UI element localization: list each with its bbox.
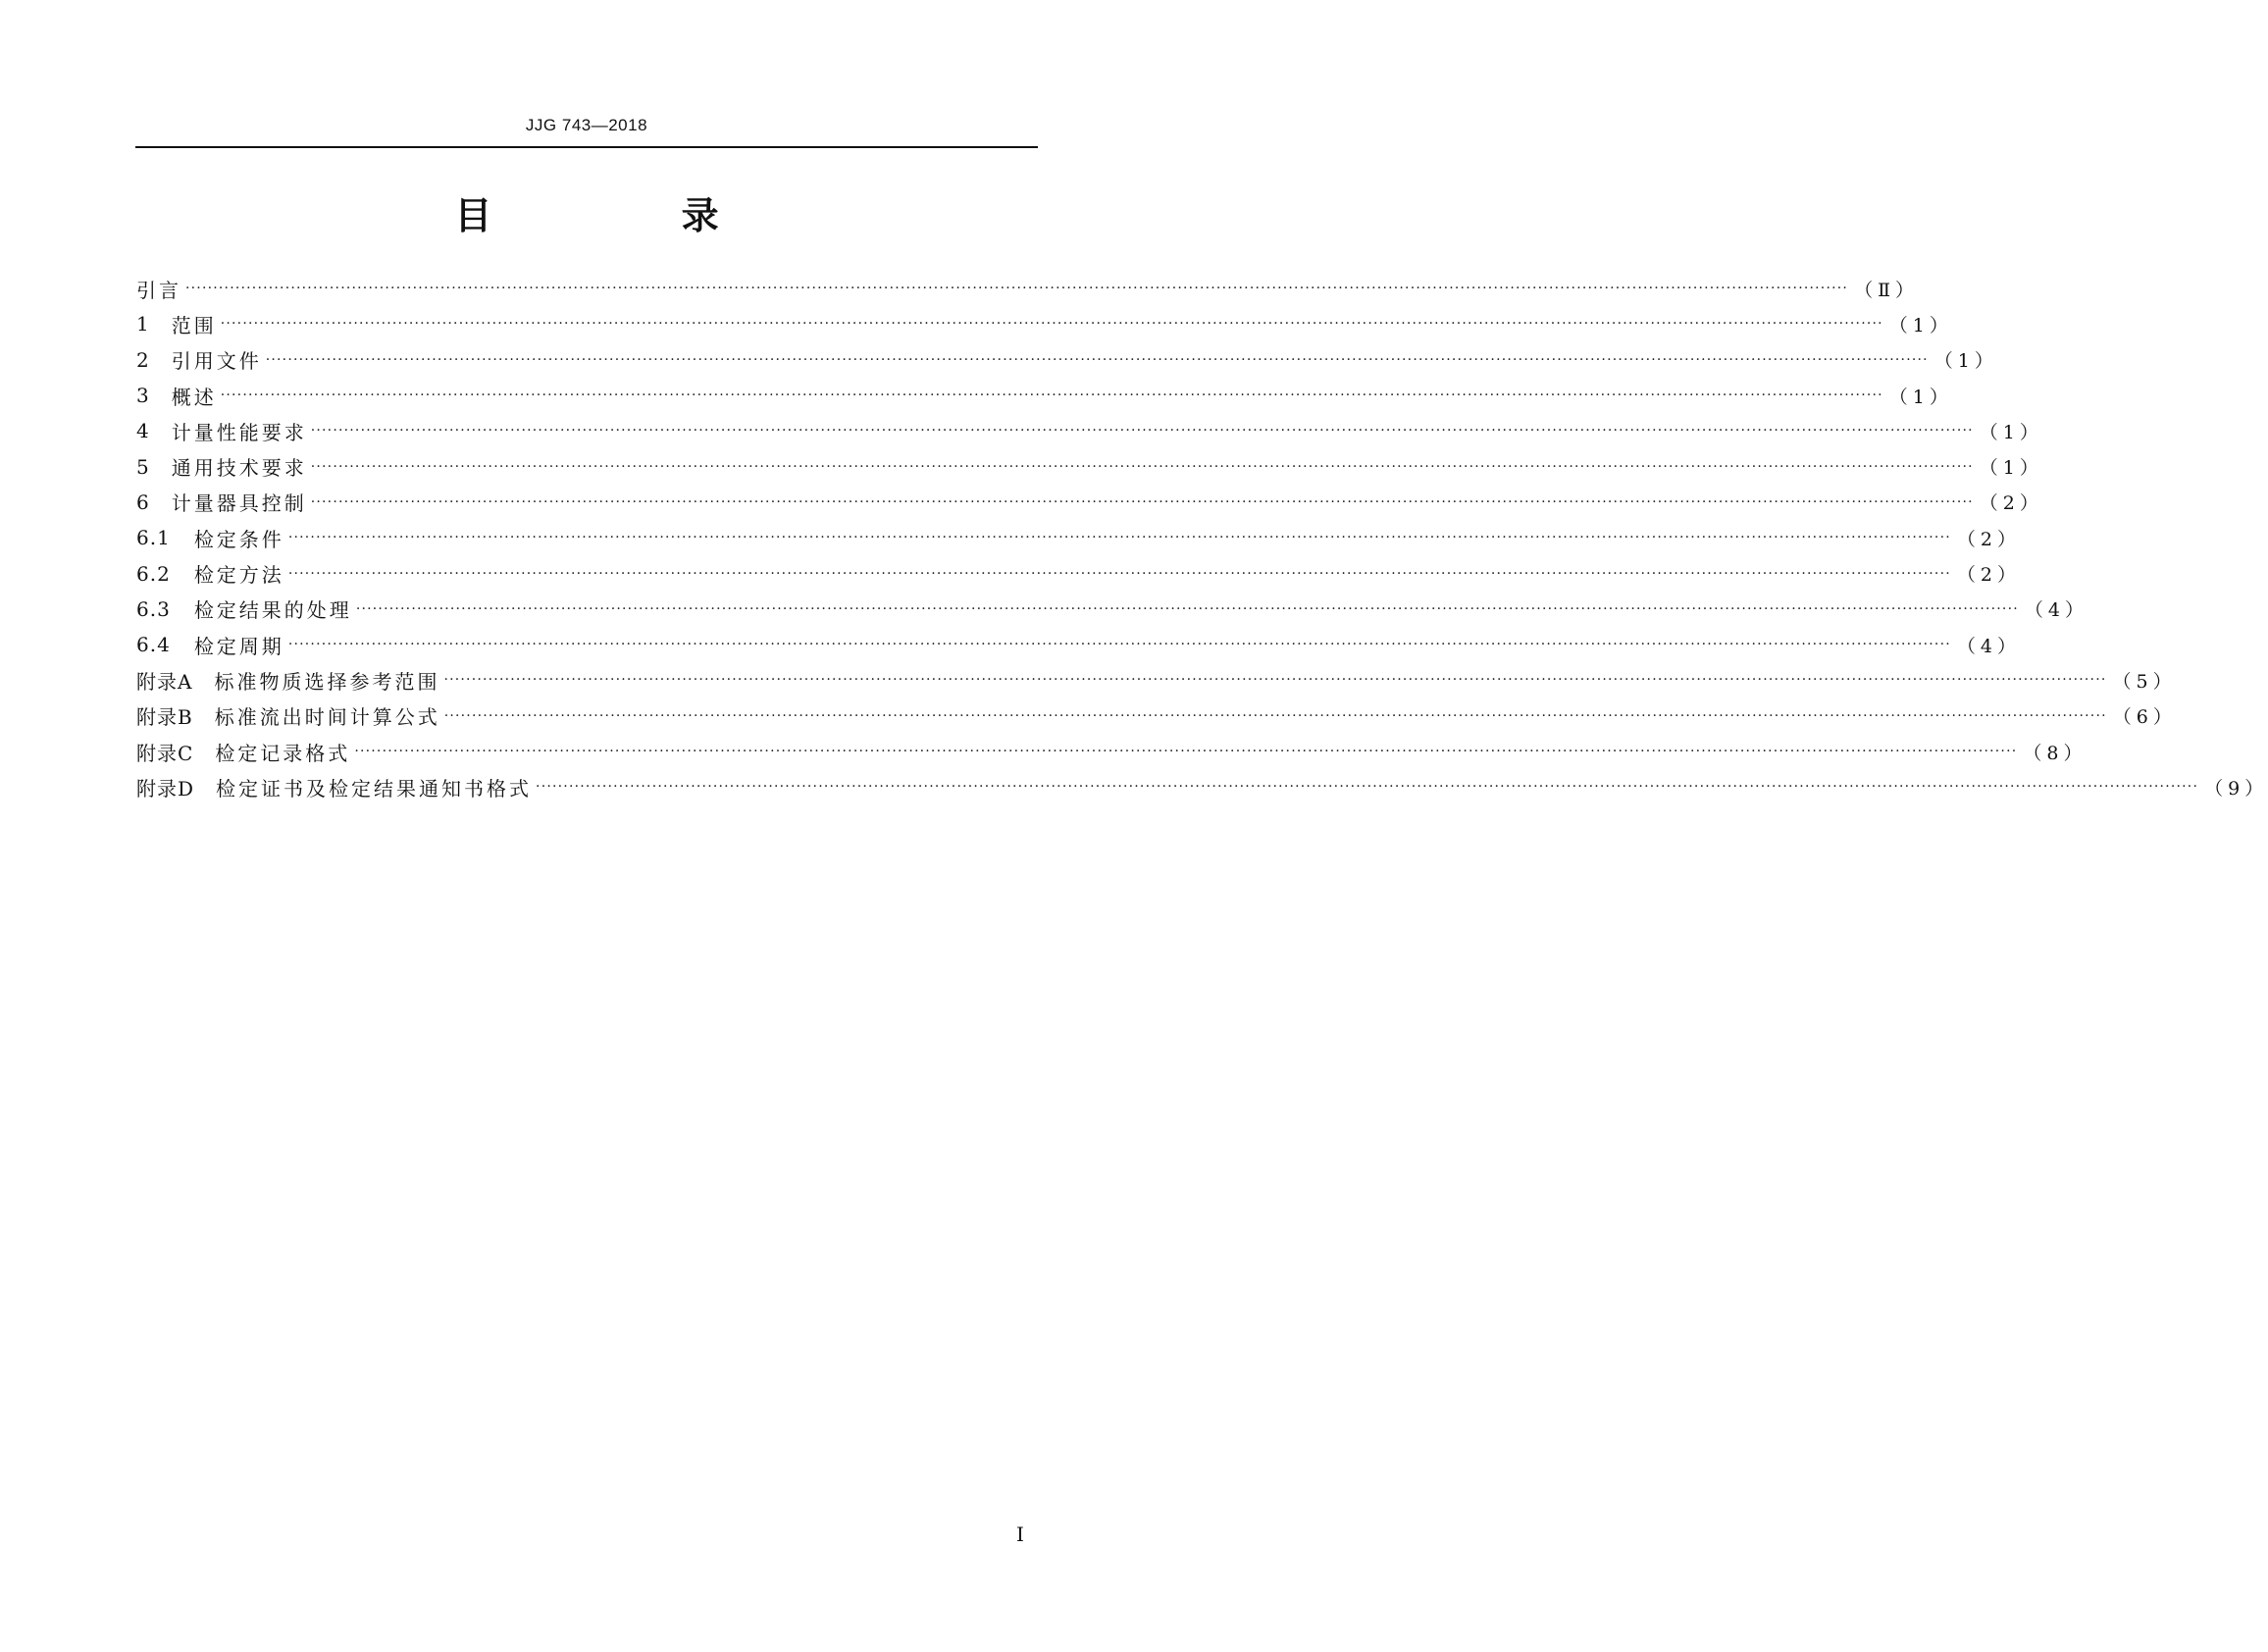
toc-entry-page: （5）	[2112, 670, 2177, 693]
toc-entry-page: （1）	[1979, 457, 2043, 480]
toc-entry[interactable]	[136, 592, 2088, 627]
toc-entry-page: （1）	[1888, 314, 1953, 336]
toc-dot-leader: ············································································································································································································································································································	[354, 744, 2018, 759]
toc-entry-title: 检定周期	[193, 634, 284, 658]
toc-entry-number: 4	[136, 419, 150, 443]
page-title: 目 录	[454, 194, 807, 237]
toc-entry-page: （6）	[2112, 706, 2177, 729]
toc-entry-page: （1）	[1979, 421, 2043, 443]
toc-dot-leader: ············································································································································································································································································································	[443, 707, 2107, 724]
toc-dot-leader: ············································································································································································································································································································	[310, 493, 1974, 510]
toc-dot-leader: ············································································································································································································································································································	[355, 600, 2019, 617]
toc-entry[interactable]	[136, 627, 2021, 662]
toc-entry-page: （2）	[1956, 528, 2021, 550]
toc-entry[interactable]	[136, 448, 2043, 484]
toc-entry-title: 范围	[171, 313, 217, 337]
toc-entry[interactable]	[136, 485, 2043, 520]
toc-entry-title: 计量性能要求	[171, 420, 307, 444]
toc-entry-number: 3	[136, 384, 150, 408]
toc-entry-number: 附录B	[136, 705, 193, 730]
toc-entry[interactable]	[136, 555, 2021, 591]
toc-entry-number: 附录A	[136, 669, 193, 694]
toc-entry[interactable]	[136, 342, 1998, 378]
toc-entry-page: （2）	[1956, 564, 2021, 587]
toc-entry-page: （8）	[2023, 742, 2088, 764]
toc-entry-title: 检定条件	[193, 527, 284, 551]
toc-entry[interactable]	[136, 520, 2021, 555]
toc-dot-leader: ············································································································································································································································································································	[536, 779, 2199, 796]
toc-entry-page: （Ⅱ）	[1854, 279, 1919, 301]
toc-entry[interactable]	[136, 769, 2268, 804]
toc-entry-page: （2）	[1979, 492, 2043, 515]
toc-entry-title: 引用文件	[171, 349, 262, 374]
toc-entry[interactable]	[136, 306, 1953, 341]
toc-dot-leader: ············································································································································································································································································································	[265, 351, 1929, 368]
toc-entry-title: 引言	[136, 278, 181, 302]
toc-entry-title: 标准物质选择参考范围	[214, 669, 440, 694]
toc-entry[interactable]	[136, 698, 2177, 734]
toc-entry-title: 标准流出时间计算公式	[214, 705, 440, 730]
toc-entry-title: 检定方法	[193, 563, 284, 588]
toc-entry-title: 通用技术要求	[171, 456, 307, 481]
toc-dot-leader: ············································································································································································································································································································	[287, 530, 1951, 546]
toc-entry-title: 检定结果的处理	[193, 598, 352, 623]
toc-entry-page: （9）	[2204, 777, 2268, 800]
toc-entry-title: 计量器具控制	[171, 491, 307, 516]
toc-dot-leader: ············································································································································································································································································································	[185, 281, 1849, 297]
toc-entry-title: 检定记录格式	[215, 741, 351, 765]
toc-entry[interactable]	[136, 413, 2043, 448]
toc-entry-number: 2	[136, 347, 150, 372]
page-number: Ⅰ	[1016, 1523, 1024, 1546]
toc-entry-number: 6	[136, 490, 150, 514]
toc-dot-leader: ············································································································································································································································································································	[287, 637, 1951, 653]
running-header: JJG 743—2018	[525, 116, 648, 134]
toc-entry-number: 6.3	[136, 596, 171, 621]
toc-entry[interactable]	[136, 271, 1919, 306]
toc-dot-leader: ············································································································································································································································································································	[287, 565, 1951, 582]
toc-entry-title: 检定证书及检定结果通知书格式	[216, 776, 533, 800]
toc-dot-leader: ············································································································································································································································································································	[220, 316, 1883, 333]
toc-dot-leader: ············································································································································································································································································································	[443, 672, 2107, 689]
toc-entry-number: 6.1	[136, 526, 171, 550]
toc-entry-number: 附录C	[136, 741, 194, 765]
toc-entry-number: 6.2	[136, 561, 171, 586]
toc-entry-page: （1）	[1933, 350, 1998, 373]
toc-entry-page: （1）	[1888, 386, 1953, 408]
toc-entry-page: （4）	[2024, 599, 2088, 622]
toc-dot-leader: ············································································································································································································································································································	[310, 423, 1974, 439]
toc-dot-leader: ············································································································································································································································································································	[310, 458, 1974, 475]
toc-entry[interactable]	[136, 378, 1953, 413]
toc-entry-number: 1	[136, 312, 150, 336]
table-of-contents	[136, 271, 2268, 804]
toc-entry[interactable]	[136, 734, 2088, 769]
toc-entry-page: （4）	[1956, 635, 2021, 657]
toc-entry[interactable]	[136, 662, 2177, 697]
toc-entry-number: 6.4	[136, 633, 171, 657]
toc-entry-number: 5	[136, 454, 150, 479]
toc-entry-title: 概述	[171, 385, 217, 409]
toc-entry-number: 附录D	[136, 776, 195, 800]
header-rule	[135, 146, 1038, 148]
toc-dot-leader: ············································································································································································································································································································	[220, 387, 1883, 404]
